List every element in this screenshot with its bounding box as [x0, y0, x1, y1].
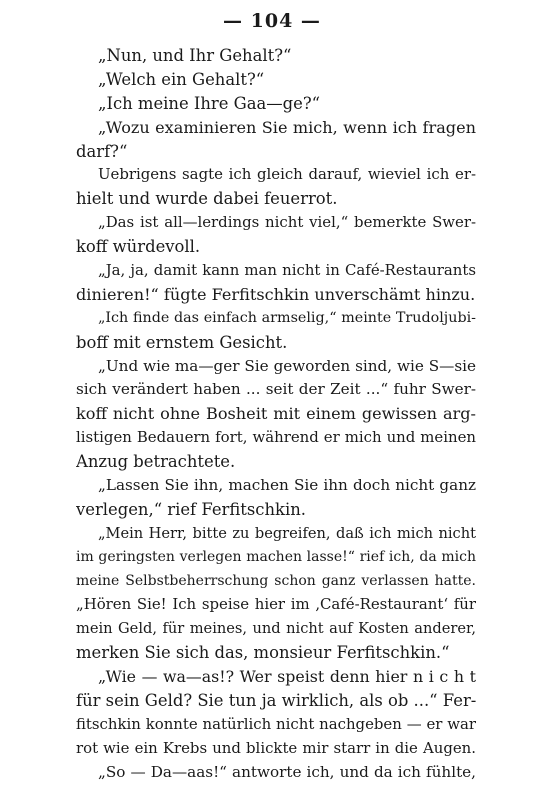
text-line: sich verändert haben ... seit der Zeit ...“ fuhr Swer-: [76, 380, 476, 399]
text-line: „Wozu examinieren Sie mich, wenn ich fragen: [98, 117, 476, 137]
text-line: „Wie — wa—as!? Wer speist denn hier n i c h t: [98, 667, 476, 687]
text-line: für sein Geld? Sie tun ja wirklich, als ob ...“ Fer-: [76, 691, 476, 711]
text-line: „Ich finde das einfach armselig,“ meinte Trudoljubi-: [98, 309, 476, 326]
text-line: boff mit ernstem Gesicht.: [76, 332, 288, 352]
text-line: „Mein Herr, bitte zu begreifen, daß ich mich nicht: [98, 524, 476, 542]
text-line: koff würdevoll.: [76, 237, 201, 257]
text-line: „Ich meine Ihre Gaa—ge?“: [98, 93, 321, 113]
text-body: [76, 44, 476, 785]
text-line: meine Selbstbeherrschung schon ganz verlassen hatte.: [76, 572, 476, 589]
text-line: „Ja, ja, damit kann man nicht in Café-Restaurants: [98, 261, 476, 280]
text-line: hielt und wurde dabei feuerrot.: [76, 189, 338, 209]
text-line: Uebrigens sagte ich gleich darauf, wieviel ich er-: [98, 165, 476, 184]
text-line: „Welch ein Gehalt?“: [98, 69, 265, 89]
text-line: rot wie ein Krebs und blickte mir starr in die Augen.: [76, 738, 476, 757]
text-line: listigen Bedauern fort, während er mich und meinen: [76, 428, 476, 447]
text-line: Anzug betrachtete.: [76, 452, 236, 472]
text-line: „Lassen Sie ihn, machen Sie ihn doch nicht ganz: [98, 476, 476, 495]
text-line: „So — Da—aas!“ antworte ich, und da ich fühlte,: [98, 762, 476, 781]
text-line: verlegen,“ rief Ferfitschkin.: [76, 499, 306, 519]
text-line: „Und wie ma—ger Sie geworden sind, wie S—sie: [98, 356, 476, 375]
text-line: darf?“: [76, 141, 128, 161]
text-line: mein Geld, für meines, und nicht auf Kosten anderer,: [76, 620, 476, 638]
text-line: „Hören Sie! Ich speise hier im ‚Café-Restaurant‘ für: [76, 595, 476, 614]
text-line: fitschkin konnte natürlich nicht nachgeben — er war: [76, 714, 476, 733]
text-line: „Nun, und Ihr Gehalt?“: [98, 46, 292, 65]
text-line: koff nicht ohne Bosheit mit einem gewissen arg-: [76, 404, 476, 424]
page-number: — 104 —: [223, 10, 321, 32]
text-line: dinieren!“ fügte Ferfitschkin unverschämt hinzu.: [76, 284, 476, 304]
text-line: merken Sie sich das, monsieur Ferfitschkin.“: [76, 643, 450, 663]
text-line: „Das ist all—lerdings nicht viel,“ bemerkte Swer-: [98, 213, 476, 232]
text-line: im geringsten verlegen machen lasse!“ rief ich, da mich: [76, 548, 476, 565]
